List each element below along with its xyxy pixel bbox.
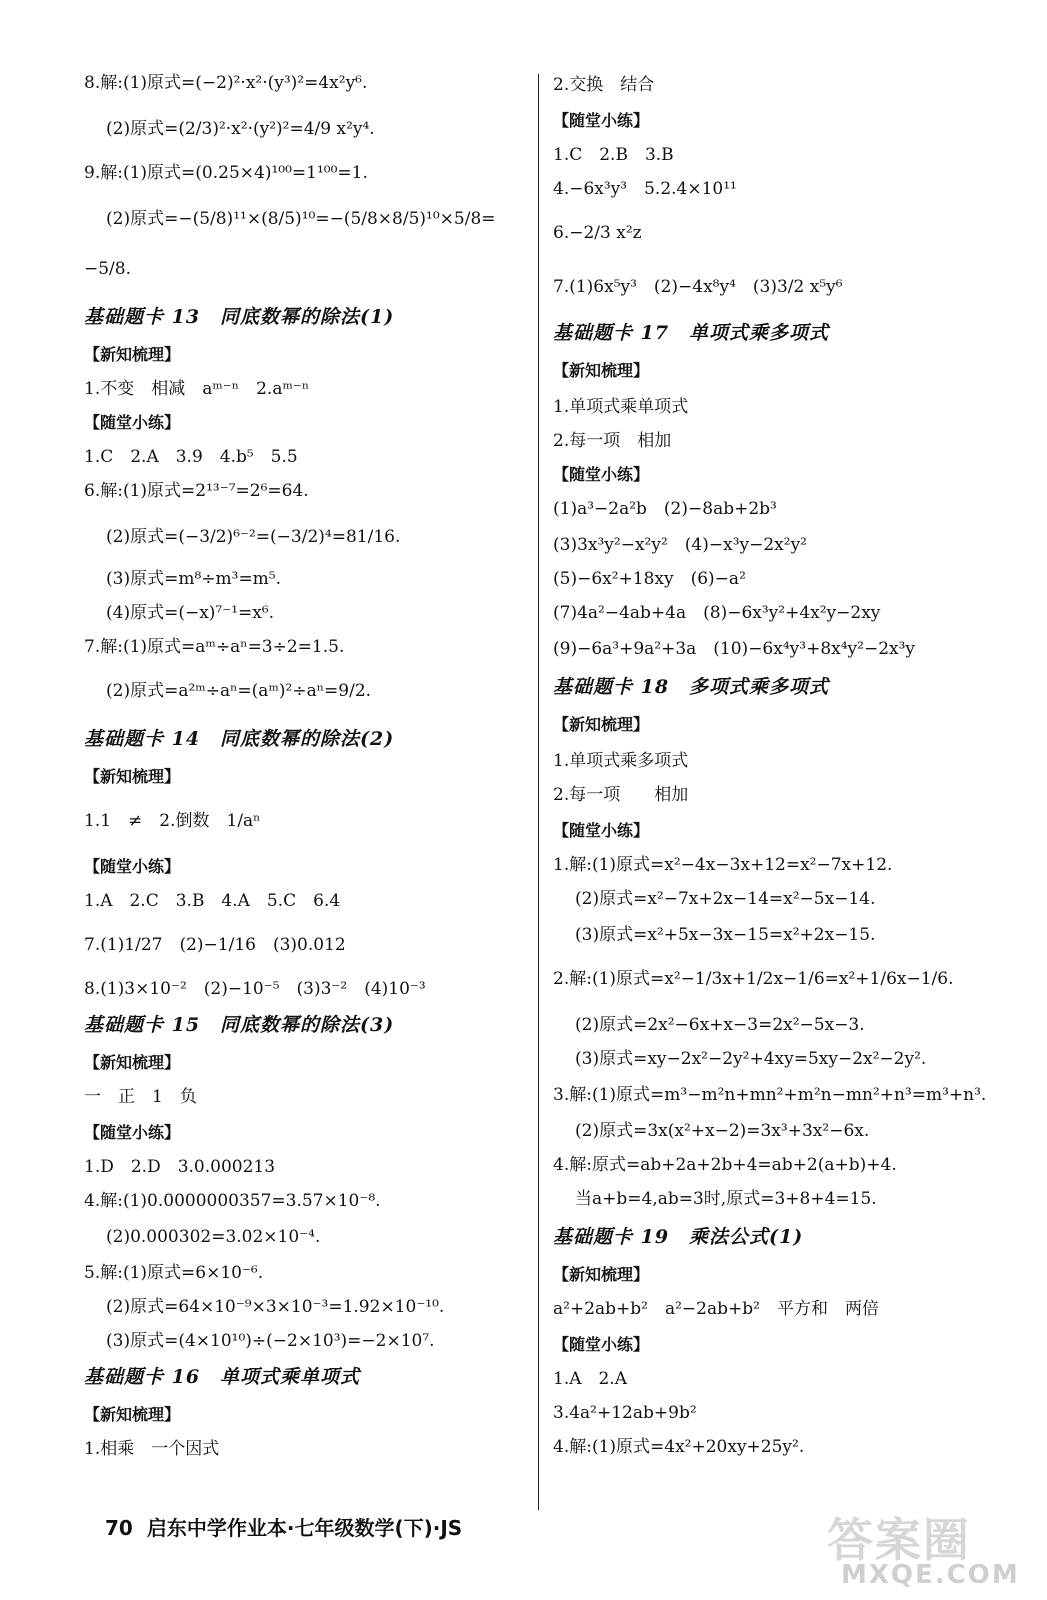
answer-line: (4)原式=(−x)⁷⁻¹=x⁶. [106,603,275,623]
watermark-url: MXQE.COM [841,1560,1020,1590]
answer-line: 3.4a²+12ab+9b² [553,1403,697,1423]
answer-line: 8.(1)3×10⁻² (2)−10⁻⁵ (3)3⁻² (4)10⁻³ [84,979,426,999]
section-heading: 基础题卡 13 同底数幂的除法(1) [84,306,395,328]
answer-line: (9)−6a³+9a²+3a (10)−6x⁴y³+8x⁴y²−2x³y [553,639,916,659]
answer-line: 7.(1)6x⁵y³ (2)−4x⁸y⁴ (3)3/2 x⁵y⁶ [553,277,843,297]
answer-line: 1.A 2.C 3.B 4.A 5.C 6.4 [84,891,341,911]
watermark-text: 答案圈 [827,1513,971,1567]
subsection-label: 【新知梳理】 [553,1265,650,1284]
answer-line: 2.每一项 相加 [553,785,689,805]
subsection-label: 【随堂小练】 [553,111,650,130]
answer-line: 1.单项式乘单项式 [553,397,689,417]
column-divider [538,74,539,1510]
answer-line: 1.相乘 一个因式 [84,1439,220,1459]
answer-line: 一 正 1 负 [84,1087,197,1107]
answer-line: a²+2ab+b² a²−2ab+b² 平方和 两倍 [553,1299,879,1319]
subsection-label: 【随堂小练】 [84,857,181,876]
page-number: 70 [105,1516,133,1540]
answer-line: 1.A 2.A [553,1369,627,1389]
answer-line: 1.D 2.D 3.0.000213 [84,1157,276,1177]
page-footer [105,1512,462,1541]
section-heading: 基础题卡 16 单项式乘单项式 [84,1366,361,1388]
answer-line: 7.解:(1)原式=aᵐ÷aⁿ=3÷2=1.5. [84,637,345,657]
section-heading: 基础题卡 14 同底数幂的除法(2) [84,728,395,750]
subsection-label: 【新知梳理】 [84,1405,181,1424]
answer-line: 4.−6x³y³ 5.2.4×10¹¹ [553,179,737,199]
subsection-label: 【随堂小练】 [553,1335,650,1354]
answer-line: (2)原式=64×10⁻⁹×3×10⁻³=1.92×10⁻¹⁰. [106,1297,445,1317]
answer-line: (2)原式=2x²−6x+x−3=2x²−5x−3. [575,1015,865,1035]
answer-line: (2)原式=(2/3)²·x²·(y²)²=4/9 x²y⁴. [106,119,375,139]
answer-line: 4.解:原式=ab+2a+2b+4=ab+2(a+b)+4. [553,1155,897,1175]
answer-line: (7)4a²−4ab+4a (8)−6x³y²+4x²y−2xy [553,603,881,623]
answer-line: (3)原式=(4×10¹⁰)÷(−2×10³)=−2×10⁷. [106,1331,435,1351]
subsection-label: 【随堂小练】 [84,413,181,432]
answer-line: 1.C 2.B 3.B [553,145,674,165]
answer-line: (2)原式=x²−7x+2x−14=x²−5x−14. [575,889,876,909]
subsection-label: 【新知梳理】 [84,1053,181,1072]
subsection-label: 【新知梳理】 [553,361,650,380]
subsection-label: 【随堂小练】 [84,1123,181,1142]
answer-line: 当a+b=4,ab=3时,原式=3+8+4=15. [575,1189,877,1209]
section-heading: 基础题卡 18 多项式乘多项式 [553,676,830,698]
answer-line: −5/8. [84,259,132,279]
answer-line: (2)0.000302=3.02×10⁻⁴. [106,1227,321,1247]
answer-line: (3)原式=x²+5x−3x−15=x²+2x−15. [575,925,876,945]
book-title: 启东中学作业本·七年级数学(下)·JS [146,1516,463,1540]
answer-line: (3)原式=xy−2x²−2y²+4xy=5xy−2x²−2y². [575,1049,927,1069]
answer-line: 2.交换 结合 [553,75,655,95]
answer-line: (2)原式=3x(x²+x−2)=3x³+3x²−6x. [575,1121,870,1141]
answer-line: 1.解:(1)原式=x²−4x−3x+12=x²−7x+12. [553,855,893,875]
section-heading: 基础题卡 19 乘法公式(1) [553,1226,804,1248]
answer-line: 7.(1)1/27 (2)−1/16 (3)0.012 [84,935,346,955]
section-heading: 基础题卡 15 同底数幂的除法(3) [84,1014,395,1036]
section-heading: 基础题卡 17 单项式乘多项式 [553,322,830,344]
answer-line: (3)原式=m⁸÷m³=m⁵. [106,569,282,589]
answer-line: 6.−2/3 x²z [553,223,642,243]
subsection-label: 【随堂小练】 [553,465,650,484]
answer-line: (5)−6x²+18xy (6)−a² [553,569,746,589]
subsection-label: 【随堂小练】 [553,821,650,840]
answer-line: (1)a³−2a²b (2)−8ab+2b³ [553,499,777,519]
answer-line: 4.解:(1)原式=4x²+20xy+25y². [553,1437,805,1457]
answer-line: 1.C 2.A 3.9 4.b⁵ 5.5 [84,447,298,467]
answer-line: 1.单项式乘多项式 [553,751,689,771]
answer-line: 5.解:(1)原式=6×10⁻⁶. [84,1263,264,1283]
watermark-logo [823,1498,1033,1594]
answer-line: 3.解:(1)原式=m³−m²n+mn²+m²n−mn²+n³=m³+n³. [553,1085,987,1105]
answer-line: 6.解:(1)原式=2¹³⁻⁷=2⁶=64. [84,481,309,501]
subsection-label: 【新知梳理】 [84,345,181,364]
answer-line: (2)原式=(−3/2)⁶⁻²=(−3/2)⁴=81/16. [106,527,401,547]
answer-line: 2.解:(1)原式=x²−1/3x+1/2x−1/6=x²+1/6x−1/6. [553,969,954,989]
answer-line: (2)原式=a²ᵐ÷aⁿ=(aᵐ)²÷aⁿ=9/2. [106,681,372,701]
answer-line: 1.不变 相减 aᵐ⁻ⁿ 2.aᵐ⁻ⁿ [84,379,310,399]
answer-line: (3)3x³y²−x²y² (4)−x³y−2x²y² [553,535,807,555]
answer-line: 9.解:(1)原式=(0.25×4)¹⁰⁰=1¹⁰⁰=1. [84,163,368,183]
answer-line: 8.解:(1)原式=(−2)²·x²·(y³)²=4x²y⁶. [84,73,368,93]
answer-line: 4.解:(1)0.0000000357=3.57×10⁻⁸. [84,1191,381,1211]
subsection-label: 【新知梳理】 [553,715,650,734]
answer-line: 2.每一项 相加 [553,431,672,451]
answer-line: 1.1 ≠ 2.倒数 1/aⁿ [84,811,261,831]
answer-line: (2)原式=−(5/8)¹¹×(8/5)¹⁰=−(5/8×8/5)¹⁰×5/8= [106,209,496,229]
subsection-label: 【新知梳理】 [84,767,181,786]
